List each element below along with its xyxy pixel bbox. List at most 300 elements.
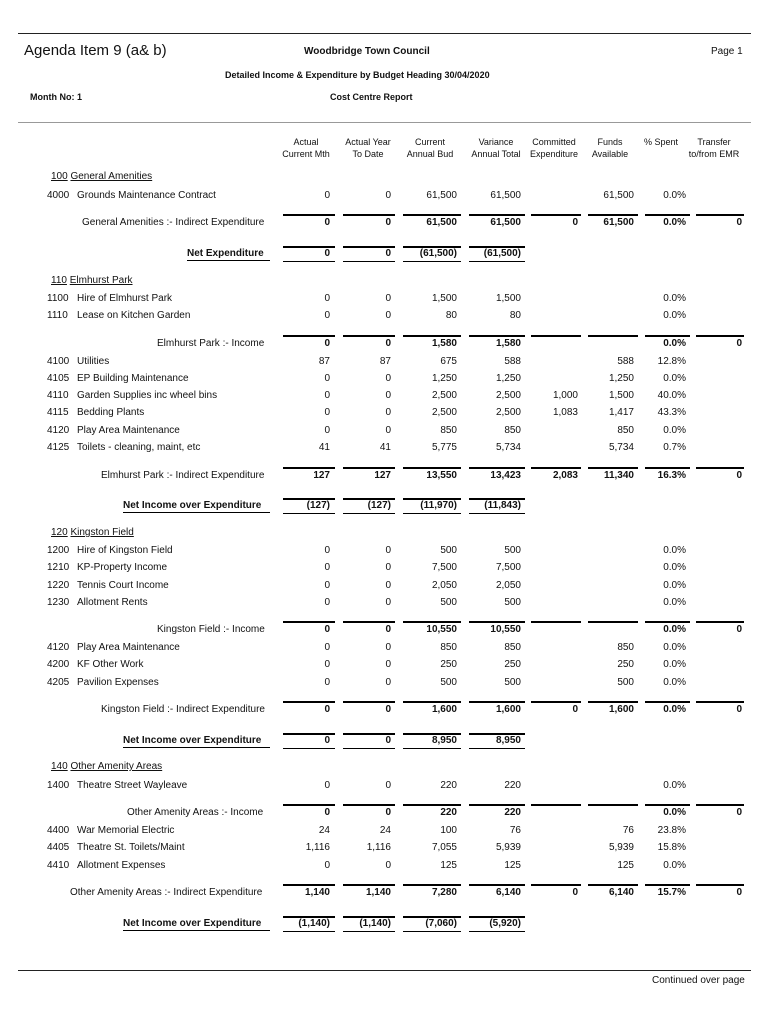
subtotal-rule xyxy=(283,214,335,216)
account-label: KP-Property Income xyxy=(77,562,168,573)
subtotal-rule xyxy=(403,467,461,469)
account-label: Theatre Street Wayleave xyxy=(77,780,188,791)
subtotal-label: Kingston Field :- Indirect Expenditure xyxy=(101,704,265,715)
cell-value: 61,500 xyxy=(426,217,457,228)
subtotal-label: Other Amenity Areas :- Indirect Expenditure xyxy=(70,887,263,898)
cell-value: 5,775 xyxy=(431,442,457,453)
subtotal-rule xyxy=(696,214,744,216)
cell-value: 1,140 xyxy=(365,887,391,898)
cell-value: 1,580 xyxy=(495,338,521,349)
cell-value: 0 xyxy=(736,217,742,228)
subtotal-rule xyxy=(645,804,690,806)
account-label: Pavilion Expenses xyxy=(77,677,159,688)
account-label: Toilets - cleaning, maint, etc xyxy=(77,442,201,453)
cell-value: (61,500) xyxy=(483,248,521,259)
cell-value: 0 xyxy=(324,597,330,608)
cell-value: 1,580 xyxy=(431,338,457,349)
column-header: % Spent xyxy=(643,137,679,147)
subtotal-label: Other Amenity Areas :- Income xyxy=(127,807,264,818)
account-code: 1200 xyxy=(47,545,70,556)
net-rule-bottom xyxy=(403,931,461,932)
cell-value: 0 xyxy=(385,217,391,228)
cell-value: 220 xyxy=(504,780,521,791)
subtotal-rule xyxy=(469,804,525,806)
cell-value: 43.3% xyxy=(657,407,686,418)
cell-value: 10,550 xyxy=(490,624,521,635)
net-rule-bottom xyxy=(469,748,525,749)
cell-value: 0 xyxy=(736,887,742,898)
net-rule-bottom xyxy=(343,931,395,932)
account-code: 4125 xyxy=(47,442,70,453)
cell-value: 0.0% xyxy=(663,860,686,871)
column-header: Actual Current Mth xyxy=(282,137,330,159)
account-code: 4000 xyxy=(47,190,70,201)
cell-value: (127) xyxy=(306,500,330,511)
account-label: Hire of Elmhurst Park xyxy=(77,293,173,304)
cell-value: 0.0% xyxy=(663,780,686,791)
subtotal-label: Kingston Field :- Income xyxy=(157,624,265,635)
account-code: 4105 xyxy=(47,373,70,384)
cell-value: 7,500 xyxy=(495,562,521,573)
subtotal-rule xyxy=(343,804,395,806)
account-code: 4115 xyxy=(47,407,69,418)
cell-value: 500 xyxy=(617,677,634,688)
net-rule-top xyxy=(469,498,525,500)
cell-value: (11,843) xyxy=(484,500,521,511)
cell-value: 0 xyxy=(324,293,330,304)
cell-value: 1,500 xyxy=(608,390,634,401)
cell-value: 0.0% xyxy=(663,807,686,818)
net-rule-bottom xyxy=(283,931,335,932)
column-header: Actual Year To Date xyxy=(345,137,391,159)
subtotal-rule xyxy=(531,804,581,806)
net-rule-bottom xyxy=(343,513,395,514)
cell-value: 16.3% xyxy=(657,470,686,481)
cell-value: 220 xyxy=(440,807,457,818)
cell-value: 0 xyxy=(324,860,330,871)
section-heading xyxy=(51,275,133,286)
cell-value: 1,140 xyxy=(304,887,330,898)
cell-value: 0 xyxy=(324,704,330,715)
subtotal-rule xyxy=(469,621,525,623)
cell-value: 0 xyxy=(385,562,391,573)
subtotal-label: Elmhurst Park :- Indirect Expenditure xyxy=(101,470,265,481)
cell-value: 125 xyxy=(440,860,457,871)
account-label: Allotment Expenses xyxy=(77,860,166,871)
cell-value: (7,060) xyxy=(425,918,457,929)
cell-value: 2,500 xyxy=(431,390,457,401)
cell-value: 0 xyxy=(385,373,391,384)
cell-value: 0 xyxy=(736,624,742,635)
cell-value: 1,500 xyxy=(495,293,521,304)
page-number: Page 1 xyxy=(711,46,743,57)
cell-value: 0.0% xyxy=(663,293,686,304)
net-rule-bottom xyxy=(283,261,335,262)
cell-value: 0 xyxy=(385,338,391,349)
cell-value: 23.8% xyxy=(657,825,686,836)
account-code: 4410 xyxy=(47,860,70,871)
subtotal-rule xyxy=(645,335,690,337)
subtotal-rule xyxy=(403,804,461,806)
cell-value: 1,250 xyxy=(431,373,457,384)
subtotal-rule xyxy=(403,214,461,216)
subtotal-rule xyxy=(588,467,638,469)
cell-value: 0 xyxy=(324,780,330,791)
section-code: 120 xyxy=(51,527,68,538)
subtotal-rule xyxy=(696,884,744,886)
cell-value: 6,140 xyxy=(608,887,634,898)
net-rule-top xyxy=(403,916,461,918)
cell-value: 0 xyxy=(324,338,330,349)
cell-value: (1,140) xyxy=(298,918,330,929)
cell-value: 125 xyxy=(504,860,521,871)
cell-value: 0 xyxy=(324,580,330,591)
cell-value: 0 xyxy=(385,580,391,591)
cell-value: 61,500 xyxy=(490,190,521,201)
subtotal-rule xyxy=(283,335,335,337)
net-total-label: Net Income over Expenditure xyxy=(123,500,262,511)
account-code: 1110 xyxy=(47,310,68,321)
net-rule-top xyxy=(469,733,525,735)
cell-value: 0.0% xyxy=(663,217,686,228)
subtotal-rule xyxy=(588,335,638,337)
cell-value: 5,734 xyxy=(608,442,634,453)
column-header: Current Annual Bud xyxy=(406,137,454,159)
subtotal-rule xyxy=(696,335,744,337)
cell-value: 0 xyxy=(324,190,330,201)
cell-value: 41 xyxy=(318,442,330,453)
account-label: Garden Supplies inc wheel bins xyxy=(77,390,218,401)
cell-value: 850 xyxy=(440,642,457,653)
cell-value: 1,500 xyxy=(431,293,457,304)
subtotal-rule xyxy=(469,701,525,703)
net-label-underline xyxy=(123,930,270,931)
net-rule-bottom xyxy=(469,513,525,514)
subtotal-rule xyxy=(469,884,525,886)
account-label: War Memorial Electric xyxy=(77,825,175,836)
account-code: 1210 xyxy=(47,562,70,573)
net-rule-bottom xyxy=(469,931,525,932)
cell-value: 1,116 xyxy=(305,842,330,853)
cell-value: 0 xyxy=(385,190,391,201)
cell-value: 500 xyxy=(504,597,521,608)
subtotal-rule xyxy=(343,467,395,469)
cell-value: 80 xyxy=(445,310,457,321)
cell-value: 125 xyxy=(617,860,634,871)
subtotal-rule xyxy=(403,884,461,886)
cell-value: 0 xyxy=(385,390,391,401)
cell-value: 2,500 xyxy=(431,407,457,418)
net-label-underline xyxy=(123,747,270,748)
subtotal-rule xyxy=(283,884,335,886)
cell-value: 0.0% xyxy=(663,425,686,436)
cell-value: 100 xyxy=(440,825,457,836)
net-label-underline xyxy=(187,260,270,261)
cell-value: 13,423 xyxy=(490,470,521,481)
cell-value: 2,050 xyxy=(495,580,521,591)
subtotal-rule xyxy=(588,804,638,806)
account-label: Hire of Kingston Field xyxy=(77,545,173,556)
subtotal-rule xyxy=(283,701,335,703)
net-rule-top xyxy=(469,916,525,918)
cell-value: 0 xyxy=(572,887,578,898)
net-rule-top xyxy=(283,246,335,248)
cell-value: 1,417 xyxy=(608,407,634,418)
account-code: 4110 xyxy=(47,390,69,401)
cell-value: 7,055 xyxy=(431,842,457,853)
account-code: 1100 xyxy=(47,293,69,304)
account-code: 1400 xyxy=(47,780,70,791)
cell-value: 2,050 xyxy=(431,580,457,591)
subtotal-rule xyxy=(531,701,581,703)
cell-value: 0 xyxy=(324,248,330,259)
subtotal-rule xyxy=(696,467,744,469)
account-label: Play Area Maintenance xyxy=(77,642,180,653)
section-code: 140 xyxy=(51,761,68,772)
cell-value: 0 xyxy=(385,293,391,304)
cell-value: 80 xyxy=(509,310,521,321)
cell-value: (5,920) xyxy=(489,918,521,929)
subtotal-rule xyxy=(531,214,581,216)
cell-value: 850 xyxy=(617,425,634,436)
cell-value: 1,600 xyxy=(495,704,521,715)
cell-value: 0 xyxy=(385,407,391,418)
cell-value: (61,500) xyxy=(419,248,457,259)
subtotal-rule xyxy=(696,621,744,623)
cell-value: 87 xyxy=(379,356,391,367)
subtotal-rule xyxy=(469,214,525,216)
net-rule-top xyxy=(343,916,395,918)
account-label: EP Building Maintenance xyxy=(77,373,189,384)
cell-value: 1,083 xyxy=(552,407,578,418)
cell-value: 588 xyxy=(617,356,634,367)
cell-value: 8,950 xyxy=(431,735,457,746)
cell-value: 0 xyxy=(324,659,330,670)
account-code: 4200 xyxy=(47,659,70,670)
subtotal-rule xyxy=(588,214,638,216)
cell-value: 0.0% xyxy=(663,562,686,573)
cell-value: 0 xyxy=(736,704,742,715)
cell-value: 675 xyxy=(440,356,457,367)
net-rule-top xyxy=(403,498,461,500)
cell-value: 5,939 xyxy=(608,842,634,853)
subtotal-rule xyxy=(645,214,690,216)
cell-value: 0.0% xyxy=(663,642,686,653)
section-code: 110 xyxy=(51,275,67,286)
cell-value: 0 xyxy=(736,807,742,818)
section-title: Other Amenity Areas xyxy=(70,761,163,772)
cell-value: 250 xyxy=(504,659,521,670)
subtotal-rule xyxy=(588,621,638,623)
cell-value: 0 xyxy=(324,642,330,653)
account-code: 1230 xyxy=(47,597,70,608)
cell-value: 0 xyxy=(324,390,330,401)
cell-value: 0 xyxy=(385,735,391,746)
net-total-label: Net Income over Expenditure xyxy=(123,918,262,929)
cell-value: 41 xyxy=(379,442,391,453)
cell-value: 0 xyxy=(385,659,391,670)
subtotal-rule xyxy=(645,884,690,886)
net-rule-bottom xyxy=(403,261,461,262)
cell-value: 0 xyxy=(385,860,391,871)
cell-value: (127) xyxy=(367,500,391,511)
cell-value: 0 xyxy=(385,425,391,436)
agenda-item-title: Agenda Item 9 (a& b) xyxy=(24,42,167,59)
cell-value: 0 xyxy=(385,780,391,791)
subtotal-rule xyxy=(403,621,461,623)
cell-value: 0.0% xyxy=(663,597,686,608)
cell-value: 0 xyxy=(385,807,391,818)
cell-value: 1,600 xyxy=(431,704,457,715)
cell-value: 11,340 xyxy=(603,470,634,481)
cell-value: 0.0% xyxy=(663,580,686,591)
account-label: KF Other Work xyxy=(77,659,144,670)
subtotal-rule xyxy=(343,214,395,216)
cell-value: 250 xyxy=(440,659,457,670)
cell-value: 850 xyxy=(504,642,521,653)
cell-value: 1,000 xyxy=(552,390,578,401)
cell-value: 0 xyxy=(385,642,391,653)
section-heading xyxy=(51,171,152,182)
account-label: Lease on Kitchen Garden xyxy=(77,310,191,321)
cell-value: 24 xyxy=(318,825,330,836)
account-code: 4205 xyxy=(47,677,70,688)
cell-value: 2,083 xyxy=(552,470,578,481)
account-label: Play Area Maintenance xyxy=(77,425,180,436)
cell-value: 0 xyxy=(324,807,330,818)
net-rule-bottom xyxy=(343,748,395,749)
cell-value: 76 xyxy=(509,825,521,836)
subtotal-rule xyxy=(645,701,690,703)
column-header: Transfer to/from EMR xyxy=(688,137,740,159)
net-rule-bottom xyxy=(343,261,395,262)
cell-value: 0 xyxy=(324,677,330,688)
cell-value: 0 xyxy=(385,704,391,715)
column-header: Funds Available xyxy=(591,137,629,159)
subtotal-rule xyxy=(283,467,335,469)
subtotal-rule xyxy=(531,884,581,886)
cell-value: 0 xyxy=(324,217,330,228)
cell-value: 7,280 xyxy=(431,887,457,898)
cell-value: 15.8% xyxy=(657,842,686,853)
cell-value: 500 xyxy=(440,545,457,556)
cell-value: 0.0% xyxy=(663,338,686,349)
bottom-rule xyxy=(18,970,751,971)
column-header: Committed Expenditure xyxy=(529,137,579,159)
report-type: Cost Centre Report xyxy=(330,92,413,102)
cell-value: 24 xyxy=(379,825,391,836)
cell-value: 0 xyxy=(385,545,391,556)
cell-value: 220 xyxy=(504,807,521,818)
section-title: General Amenities xyxy=(70,171,153,182)
cell-value: 10,550 xyxy=(426,624,457,635)
subtotal-rule xyxy=(403,701,461,703)
section-code: 100 xyxy=(51,171,68,182)
cell-value: 61,500 xyxy=(426,190,457,201)
cell-value: 5,939 xyxy=(495,842,521,853)
month-number: Month No: 1 xyxy=(30,92,82,102)
cell-value: 6,140 xyxy=(495,887,521,898)
subtotal-rule xyxy=(696,804,744,806)
section-heading xyxy=(51,761,162,772)
cell-value: (1,140) xyxy=(359,918,391,929)
subtotal-rule xyxy=(469,467,525,469)
subtotal-rule xyxy=(588,884,638,886)
net-total-label: Net Income over Expenditure xyxy=(123,735,262,746)
account-code: 4100 xyxy=(47,356,70,367)
subtotal-rule xyxy=(403,335,461,337)
net-rule-bottom xyxy=(469,261,525,262)
cell-value: 76 xyxy=(622,825,634,836)
subtotal-rule xyxy=(343,884,395,886)
cell-value: 0 xyxy=(385,248,391,259)
net-rule-bottom xyxy=(283,513,335,514)
header-rule xyxy=(18,122,751,123)
cell-value: (11,970) xyxy=(420,500,457,511)
cell-value: 850 xyxy=(504,425,521,436)
cell-value: 500 xyxy=(440,677,457,688)
account-code: 4120 xyxy=(47,642,70,653)
cell-value: 13,550 xyxy=(426,470,457,481)
net-rule-top xyxy=(283,498,335,500)
subtotal-rule xyxy=(645,621,690,623)
cell-value: 0 xyxy=(385,310,391,321)
account-label: Bedding Plants xyxy=(77,407,145,418)
subtotal-rule xyxy=(283,621,335,623)
cell-value: 0 xyxy=(324,425,330,436)
cell-value: 0 xyxy=(324,310,330,321)
cell-value: 40.0% xyxy=(657,390,686,401)
net-rule-top xyxy=(343,246,395,248)
subtotal-label: General Amenities :- Indirect Expenditure xyxy=(82,217,265,228)
cell-value: 1,250 xyxy=(608,373,634,384)
cell-value: 15.7% xyxy=(657,887,686,898)
top-rule xyxy=(18,33,751,34)
cell-value: 0 xyxy=(324,373,330,384)
cell-value: 500 xyxy=(504,545,521,556)
account-code: 4405 xyxy=(47,842,70,853)
cell-value: 0 xyxy=(736,470,742,481)
council-name: Woodbridge Town Council xyxy=(304,46,430,57)
section-title: Elmhurst Park xyxy=(69,275,133,286)
cell-value: 61,500 xyxy=(603,190,634,201)
subtotal-rule xyxy=(343,335,395,337)
cell-value: 850 xyxy=(617,642,634,653)
cell-value: 250 xyxy=(617,659,634,670)
cell-value: 500 xyxy=(440,597,457,608)
cell-value: 0 xyxy=(385,624,391,635)
cell-value: 2,500 xyxy=(495,407,521,418)
cell-value: 7,500 xyxy=(431,562,457,573)
cell-value: 5,734 xyxy=(495,442,521,453)
account-label: Allotment Rents xyxy=(77,597,148,608)
cell-value: 0.0% xyxy=(663,659,686,670)
cell-value: 61,500 xyxy=(490,217,521,228)
cell-value: 0 xyxy=(324,407,330,418)
subtotal-rule xyxy=(531,621,581,623)
cell-value: 0.0% xyxy=(663,373,686,384)
cell-value: 220 xyxy=(440,780,457,791)
cell-value: 1,250 xyxy=(495,373,521,384)
net-rule-top xyxy=(469,246,525,248)
account-label: Utilities xyxy=(77,356,110,367)
cell-value: 0.0% xyxy=(663,677,686,688)
net-label-underline xyxy=(123,512,270,513)
net-rule-top xyxy=(403,733,461,735)
account-label: Grounds Maintenance Contract xyxy=(77,190,216,201)
cell-value: 12.8% xyxy=(657,356,686,367)
account-code: 4400 xyxy=(47,825,70,836)
